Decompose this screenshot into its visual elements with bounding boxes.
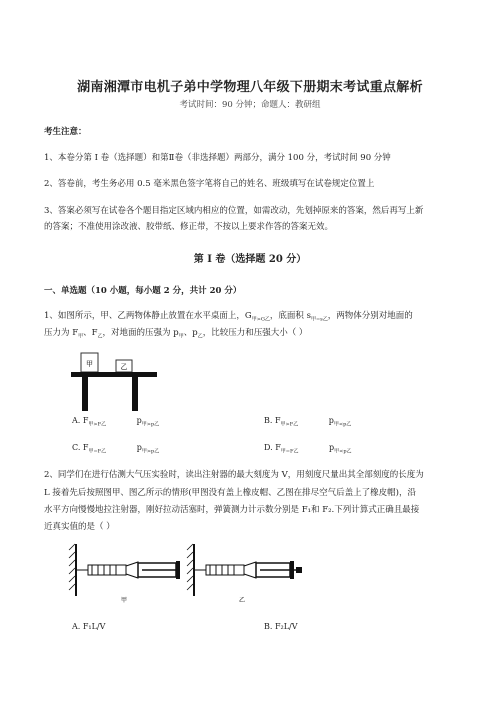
q1-label-jia: 甲 bbox=[86, 360, 93, 368]
q2-line-4: 近真实值的是（ ） bbox=[44, 522, 115, 532]
exam-info: 考试时间：90 分钟；命题人：教研组 bbox=[179, 100, 321, 110]
q2-line-1: 2、同学们在进行估测大气压实验时，读出注射器的最大刻度为 V，用刻度尺量出其全部刻度的长度为 bbox=[44, 470, 424, 480]
q2-figure-jia bbox=[66, 540, 196, 606]
q2-label-jia: 甲 bbox=[120, 597, 128, 604]
page-title: 湖南湘潭市电机子弟中学物理八年级下册期末考试重点解析 bbox=[77, 80, 423, 95]
notice-item-3-line-2: 的答案；不准使用涂改液、胶带纸、修正带，不按以上要求作答的答案无效。 bbox=[44, 222, 334, 232]
q1-option-a[interactable]: A. $F_{甲>F乙}$ $p_{甲>p乙}$ bbox=[72, 416, 160, 428]
q2-option-b[interactable]: B. F₂L/V bbox=[264, 622, 298, 631]
section-title: 第 I 卷（选择题 20 分） bbox=[193, 254, 307, 265]
notice-heading: 考生注意： bbox=[44, 127, 87, 137]
q1-option-d[interactable]: D. $F_{甲=F乙}$ $p_{甲<p乙}$ bbox=[264, 443, 352, 455]
q1-option-c[interactable]: C. $F_{甲=F乙}$ $p_{甲>p乙}$ bbox=[72, 443, 160, 455]
q1-line-2: 压力为 $F_甲$、$F_乙$，对地面的压强为 $p_甲$、$p_乙$，比较压力和压强大小（ ） bbox=[44, 328, 308, 340]
part-heading: 一、单选题（10 小题，每小题 2 分，共计 20 分） bbox=[44, 286, 242, 296]
notice-item-3-line-1: 3、答案必须写在试卷各个题目指定区域内相应的位置，如需改动，先划掉原来的答案，然后再写上新 bbox=[44, 206, 424, 216]
q2-line-3: 水平方向慢慢地拉注射器，刚好拉动活塞时，弹簧测力计示数分别是 F₁和 F₂.下列计算式正确且最接 bbox=[44, 505, 420, 515]
q2-figure-yi bbox=[184, 540, 314, 606]
notice-item-1: 1、本卷分第 I 卷（选择题）和第Ⅱ卷（非选择题）两部分，满分 100 分，考试时间 90 分钟 bbox=[44, 153, 391, 163]
q2-line-2: L 接着先后按照图甲、图乙所示的情形(甲图没有盖上橡皮帽、乙图在排尽空气后盖上了橡皮帽)，沿 bbox=[44, 488, 416, 498]
q2-option-a[interactable]: A. F₁L/V bbox=[72, 622, 106, 631]
q2-label-yi: 乙 bbox=[238, 597, 246, 604]
notice-item-2: 2、答卷前，考生务必用 0.5 毫米黑色签字笔将自己的姓名、班级填写在试卷规定位置上 bbox=[44, 179, 375, 189]
q1-label-yi: 乙 bbox=[120, 363, 128, 371]
q1-figure bbox=[60, 345, 170, 413]
q1-option-b[interactable]: B. $F_{甲>F乙}$ $p_{甲<p乙}$ bbox=[264, 416, 352, 428]
q1-line-1: 1、如图所示，甲、乙两物体静止放置在水平桌面上，$G_{甲>G乙}$，底面积 $s_{甲=s乙}$，两物体分别对地面的 bbox=[44, 311, 413, 323]
